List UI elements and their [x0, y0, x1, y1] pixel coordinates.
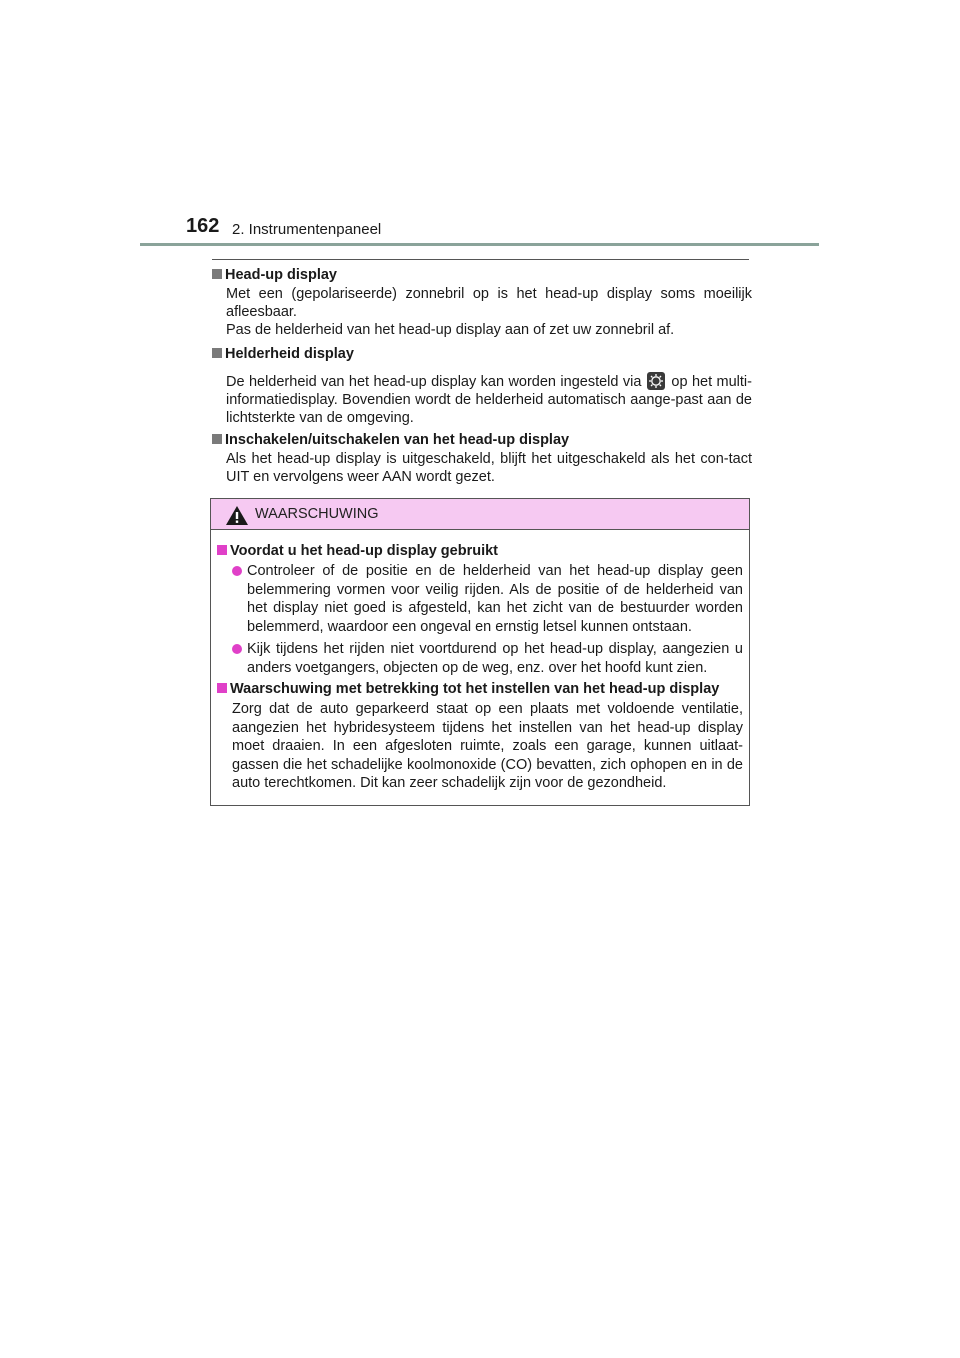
- section-heading: Helderheid display: [212, 345, 752, 364]
- square-bullet-icon: [212, 348, 222, 358]
- paragraph: Als het head-up display is uitgeschakeld, blijft het uitgeschakeld als het con-tact UIT en vervolgens weer AAN wordt gezet.: [226, 451, 752, 485]
- warning-header: [211, 499, 749, 530]
- warning-title: WAARSCHUWING: [255, 506, 379, 522]
- square-bullet-icon: [217, 683, 227, 693]
- section-heading: Head-up display: [212, 266, 752, 285]
- warning-item-heading: Voordat u het head-up display gebruikt: [217, 542, 743, 561]
- square-bullet-icon: [217, 545, 227, 555]
- warning-bullet: Controleer of de positie en de helderheid van het head-up display geen belemmering vormen voor veilig rijden. Als de positie of de helderheid van het display niet goed is afgesteld, kan het zicht van de bestuurder worden belemmerd, waardoor een ongeval en ernstig letsel kunnen ontstaan.: [217, 562, 743, 636]
- paragraph: Pas de helderheid van het head-up display aan of zet uw zonnebril af.: [226, 322, 675, 338]
- chapter-title: 2. Instrumentenpaneel: [232, 221, 382, 238]
- paragraph: De helderheid van het head-up display kan worden ingesteld via op het multi-informatiedisplay. Bovendien wordt de helderheid automatisch aange-past aan de lichtsterkte van de omgeving.: [226, 374, 752, 426]
- warning-bullet: Kijk tijdens het rijden niet voortdurend op het head-up display, aangezien u anders voetgangers, objecten op de weg, enz. over het hoofd kunt zien.: [217, 640, 743, 677]
- warning-paragraph: Zorg dat de auto geparkeerd staat op een plaats met voldoende ventilatie, aangezien het hybridesysteem tijdens het instellen van het head-up display moet draaien. In een afgesloten ruimte, zoals een garage, kunnen uitlaat-gassen die het schadelijke koolmonoxide (CO) bevatten, zich ophopen en in de auto terechtkomen. Dit kan zeer schadelijk zijn voor de gezondheid.: [232, 701, 743, 791]
- section-brightness: [212, 345, 752, 427]
- warning-content: [211, 530, 749, 793]
- circle-bullet-icon: [232, 566, 242, 576]
- section-body: [226, 450, 752, 486]
- section-heading: Inschakelen/uitschakelen van het head-up display: [212, 431, 752, 450]
- gear-icon: [647, 372, 665, 390]
- warning-triangle-icon: [226, 506, 248, 525]
- warning-item-heading: Waarschuwing met betrekking tot het instellen van het head-up display: [217, 680, 743, 699]
- paragraph: Met een (gepolariseerde) zonnebril op is het head-up display soms moeilijk afleesbaar.: [226, 286, 752, 320]
- circle-bullet-icon: [232, 644, 242, 654]
- header-rule: [140, 243, 819, 246]
- square-bullet-icon: [212, 269, 222, 279]
- warning-box: [210, 498, 750, 806]
- section-toggle: [212, 431, 752, 486]
- section-head-up-display: [212, 266, 752, 339]
- page-number: 162: [186, 215, 220, 237]
- section-body: [226, 372, 752, 427]
- square-bullet-icon: [212, 434, 222, 444]
- content-divider: [212, 259, 749, 260]
- section-body: [226, 285, 752, 339]
